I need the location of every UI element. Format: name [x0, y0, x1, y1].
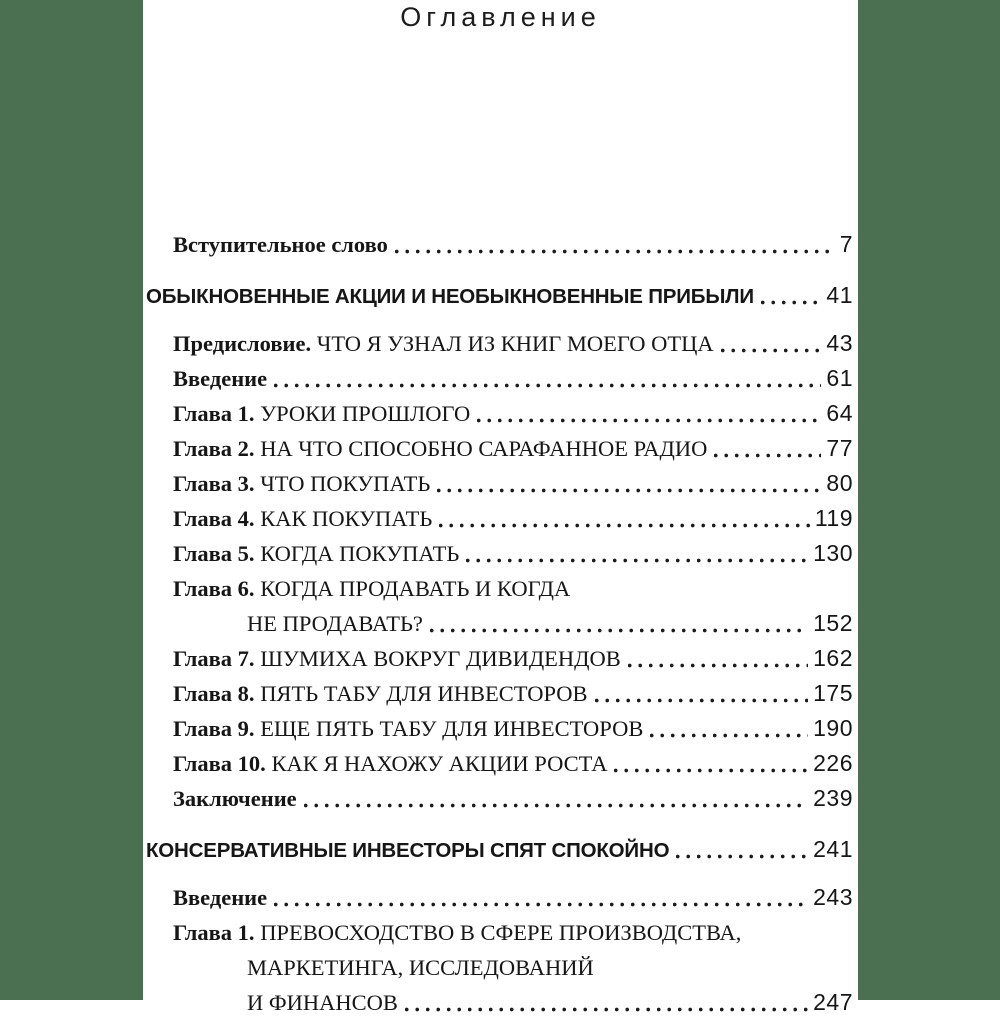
toc-section-entry: [146, 832, 853, 867]
page-number: 61: [826, 365, 853, 391]
entry-label: Предисловие. ЧТО Я УЗНАЛ ИЗ КНИГ МОЕГО ОТЦА: [173, 331, 714, 356]
toc-entry: [173, 781, 853, 816]
toc-entry: [173, 431, 853, 466]
entry-label: Глава 1. ПРЕВОСХОДСТВО В СФЕРЕ ПРОИЗВОДСТВА,: [173, 920, 742, 945]
entry-prefix: Глава 4.: [173, 506, 255, 531]
entry-label: Глава 7. ШУМИХА ВОКРУГ ДИВИДЕНДОВ: [173, 646, 621, 671]
entry-label: Глава 3. ЧТО ПОКУПАТЬ: [173, 471, 431, 496]
dot-leader: [721, 348, 822, 353]
toc-entry: [173, 641, 853, 676]
entry-prefix: Глава 1.: [173, 401, 255, 426]
page-number: 247: [813, 989, 853, 1015]
entry-label: Глава 4. КАК ПОКУПАТЬ: [173, 506, 433, 531]
entry-label: [173, 227, 388, 262]
toc-entry: [173, 571, 853, 606]
toc-entry-continuation: [247, 985, 853, 1020]
left-margin-band: [0, 0, 143, 1000]
page-number: 130: [813, 540, 853, 566]
dot-leader: [437, 488, 821, 493]
toc-entry: [173, 746, 853, 781]
entry-label: НЕ ПРОДАВАТЬ?: [247, 611, 423, 636]
dot-leader: [274, 383, 821, 388]
dot-leader: [614, 768, 808, 773]
dot-leader: [714, 453, 821, 458]
entry-prefix: Глава 8.: [173, 681, 255, 706]
dot-leader: [405, 1007, 808, 1012]
dot-leader: [466, 558, 808, 563]
page-number: 119: [814, 505, 853, 531]
entry-prefix: Введение: [173, 366, 268, 391]
page-number: 41: [826, 282, 853, 308]
page-number: 190: [813, 715, 853, 741]
page-number: 226: [813, 750, 853, 776]
page-number: 152: [813, 610, 853, 636]
toc-entry-continuation: [247, 950, 853, 985]
page-title: Оглавление: [400, 2, 601, 32]
toc-entry: [173, 711, 853, 746]
entry-prefix: Глава 3.: [173, 471, 255, 496]
entry-label: [173, 781, 297, 816]
dot-leader: [395, 249, 835, 254]
dot-leader: [430, 628, 808, 633]
page-number: 64: [826, 400, 853, 426]
dot-leader: [628, 663, 808, 668]
page-number: 80: [826, 470, 853, 496]
toc-entry-continuation: [247, 606, 853, 641]
dot-leader: [439, 523, 810, 528]
entry-prefix: Глава 10.: [173, 751, 266, 776]
toc-entry: [173, 501, 853, 536]
entry-prefix: Глава 9.: [173, 716, 255, 741]
page-number: 241: [813, 836, 853, 862]
toc-entry: [173, 536, 853, 571]
entry-label: Глава 10. КАК Я НАХОЖУ АКЦИИ РОСТА: [173, 751, 608, 776]
dot-leader: [304, 803, 808, 808]
dot-leader: [477, 418, 821, 423]
toc-section-entry: [146, 278, 853, 313]
entry-label: [173, 361, 267, 396]
entry-prefix: Глава 1.: [173, 920, 255, 945]
entry-label: Глава 2. НА ЧТО СПОСОБНО САРАФАННОЕ РАДИО: [173, 436, 708, 461]
page-number: 175: [813, 680, 853, 706]
entry-prefix: Глава 5.: [173, 541, 255, 566]
entry-label: МАРКЕТИНГА, ИССЛЕДОВАНИЙ: [247, 955, 594, 980]
page-number: 243: [813, 884, 853, 910]
toc-entry: [173, 466, 853, 501]
entry-label: Глава 8. ПЯТЬ ТАБУ ДЛЯ ИНВЕСТОРОВ: [173, 681, 588, 706]
page-number: 77: [826, 435, 853, 461]
entry-prefix: Введение: [173, 885, 268, 910]
entry-label: Глава 1. УРОКИ ПРОШЛОГО: [173, 401, 471, 426]
toc-entry: [173, 880, 853, 915]
dot-leader: [595, 698, 809, 703]
entry-label: И ФИНАНСОВ: [247, 990, 398, 1015]
dot-leader: [274, 902, 808, 907]
entry-label: Глава 5. КОГДА ПОКУПАТЬ: [173, 541, 460, 566]
entry-label: Глава 9. ЕЩЕ ПЯТЬ ТАБУ ДЛЯ ИНВЕСТОРОВ: [173, 716, 644, 741]
entry-prefix: Глава 7.: [173, 646, 255, 671]
dot-leader: [650, 733, 808, 738]
dot-leader: [676, 854, 808, 859]
entry-prefix: Глава 2.: [173, 436, 255, 461]
entry-label: ОБЫКНОВЕННЫЕ АКЦИИ И НЕОБЫКНОВЕННЫЕ ПРИБЫЛИ: [146, 285, 754, 308]
entry-label: Глава 6. КОГДА ПРОДАВАТЬ И КОГДА: [173, 576, 571, 601]
page-number: 239: [813, 785, 853, 811]
page-number: 162: [813, 645, 853, 671]
entry-prefix: Предисловие.: [173, 331, 312, 356]
right-margin-band: [858, 0, 1000, 1000]
toc-list: [146, 227, 853, 1020]
toc-entry: [173, 227, 853, 262]
toc-entry: [173, 361, 853, 396]
toc-entry: [173, 326, 853, 361]
toc-content: [143, 0, 858, 1015]
page-number: 7: [839, 231, 853, 257]
entry-prefix: Глава 6.: [173, 576, 255, 601]
entry-label: [173, 880, 267, 915]
toc-entry: [173, 396, 853, 431]
toc-entry: [173, 676, 853, 711]
toc-entry: [173, 915, 853, 950]
entry-prefix: Заключение: [173, 786, 297, 811]
entry-prefix: Вступительное слово: [173, 232, 388, 257]
entry-label: КОНСЕРВАТИВНЫЕ ИНВЕСТОРЫ СПЯТ СПОКОЙНО: [146, 839, 670, 862]
page-number: 43: [826, 330, 853, 356]
dot-leader: [761, 300, 822, 305]
